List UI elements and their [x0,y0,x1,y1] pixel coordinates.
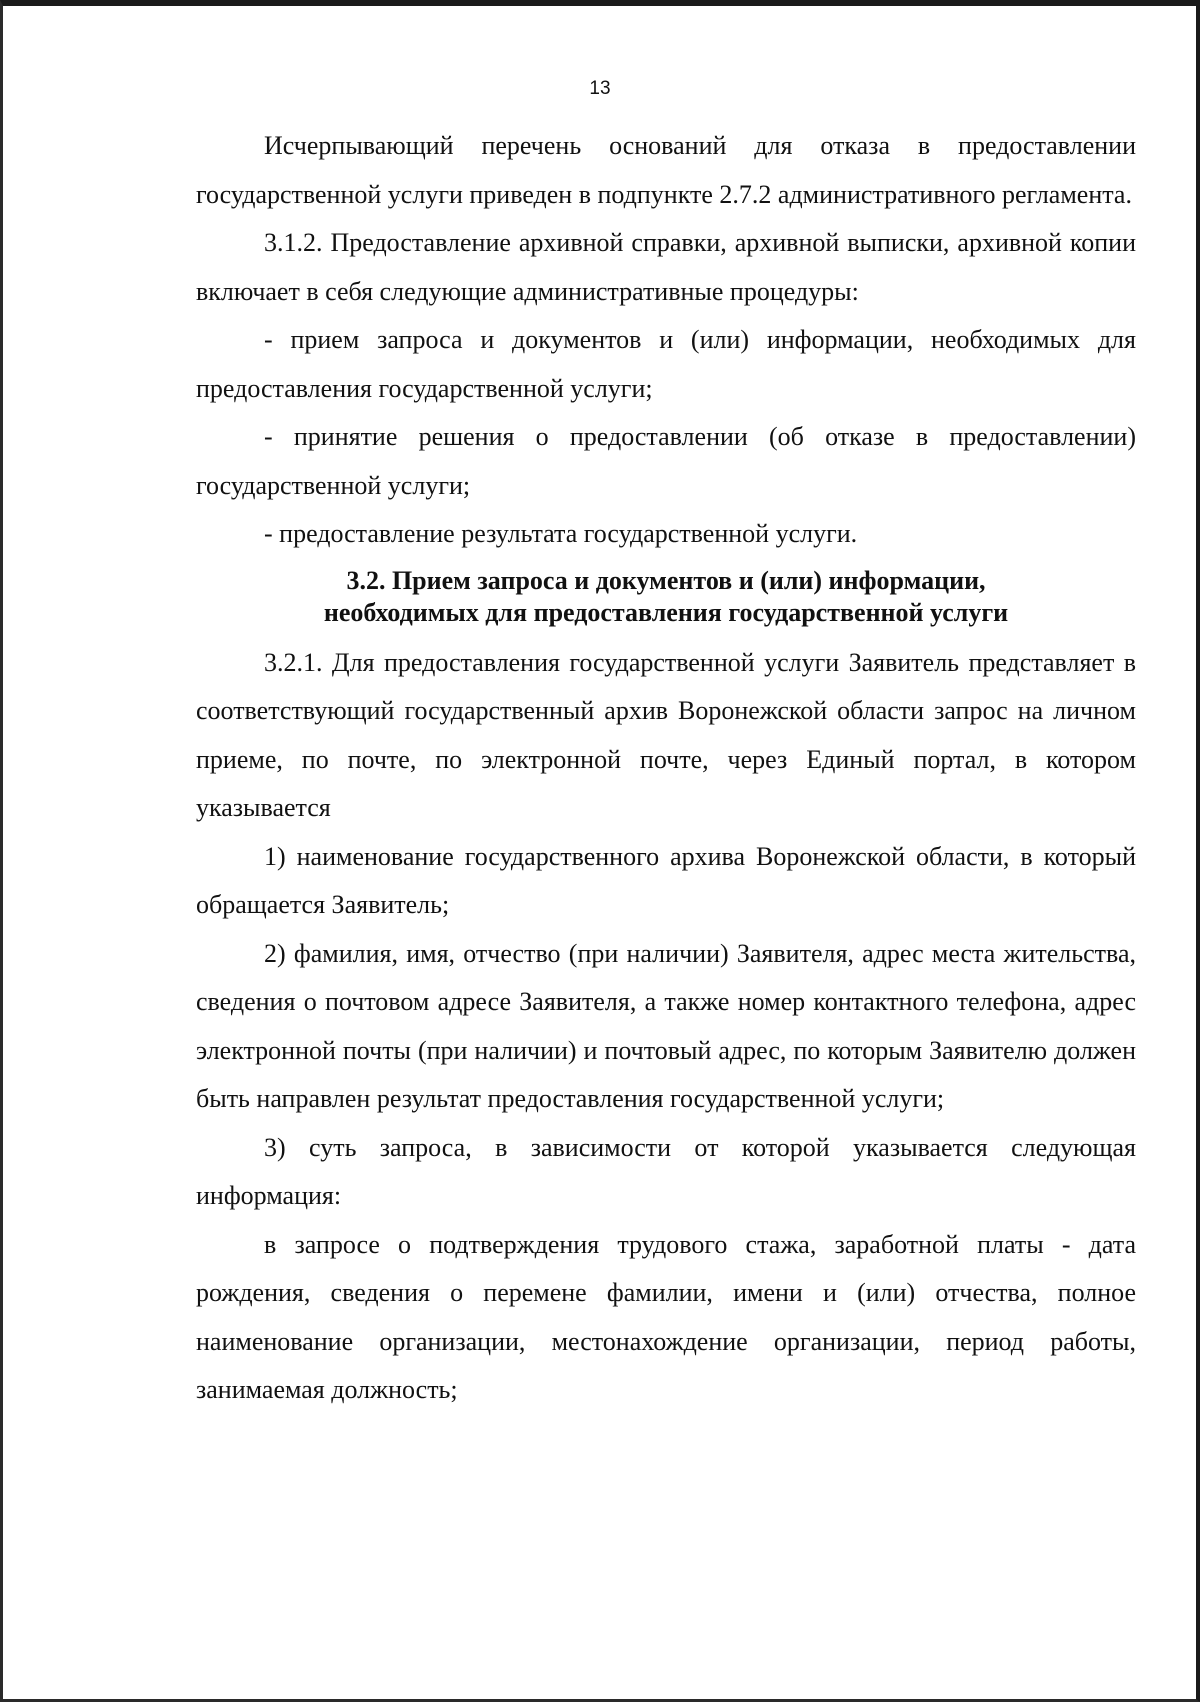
section-heading-3-2 [196,565,1136,629]
page-number: 13 [589,78,611,99]
list-item-result: - предоставление результата государственной услуги. [264,519,858,548]
paragraph-3-2-1: 3.2.1. Для предоставления государственной услуги Заявитель представляет в соответствующий государственный архив Воронежской области запрос на личном приеме, по почте, по электронной почте, через Единый портал, в котором указывается [196,647,1136,822]
paragraph-refusal-grounds: Исчерпывающий перечень оснований для отказа в предоставлении государственной услуги приведен в подпункте 2.7.2 административного регламента. [196,131,1136,209]
document-body [196,122,1136,1415]
list-item-decision: - принятие решения о предоставлении (об отказе в предоставлении) государственной услуги; [196,422,1136,500]
section-heading-line-1: 3.2. Прием запроса и документов и (или) информации, [346,565,986,595]
paragraph-3-1-2: 3.1.2. Предоставление архивной справки, архивной выписки, архивной копии включает в себя следующие административные процедуры: [196,228,1136,306]
list-item-request-essence: 3) суть запроса, в зависимости от которой указывается следующая информация: [196,1132,1136,1210]
list-item-archive-name: 1) наименование государственного архива Воронежской области, в который обращается Заявитель; [196,841,1136,919]
list-item-applicant-details: 2) фамилия, имя, отчество (при наличии) Заявителя, адрес места жительства, сведения о почтовом адресе Заявителя, а также номер контактного телефона, адрес электронной почты (при наличии) и почтовый адрес, по которым Заявителю должен быть направлен результат предоставления государственной услуги; [196,938,1136,1113]
section-heading-line-2: необходимых для предоставления государственной услуги [323,597,1009,627]
list-item-receive-request: - прием запроса и документов и (или) информации, необходимых для предоставления государственной услуги; [196,325,1136,403]
paragraph-employment-request: в запросе о подтверждения трудового стажа, заработной платы - дата рождения, сведения о перемене фамилии, имени и (или) отчества, полное наименование организации, местонахождение организации, период работы, занимаемая должность; [196,1229,1136,1404]
